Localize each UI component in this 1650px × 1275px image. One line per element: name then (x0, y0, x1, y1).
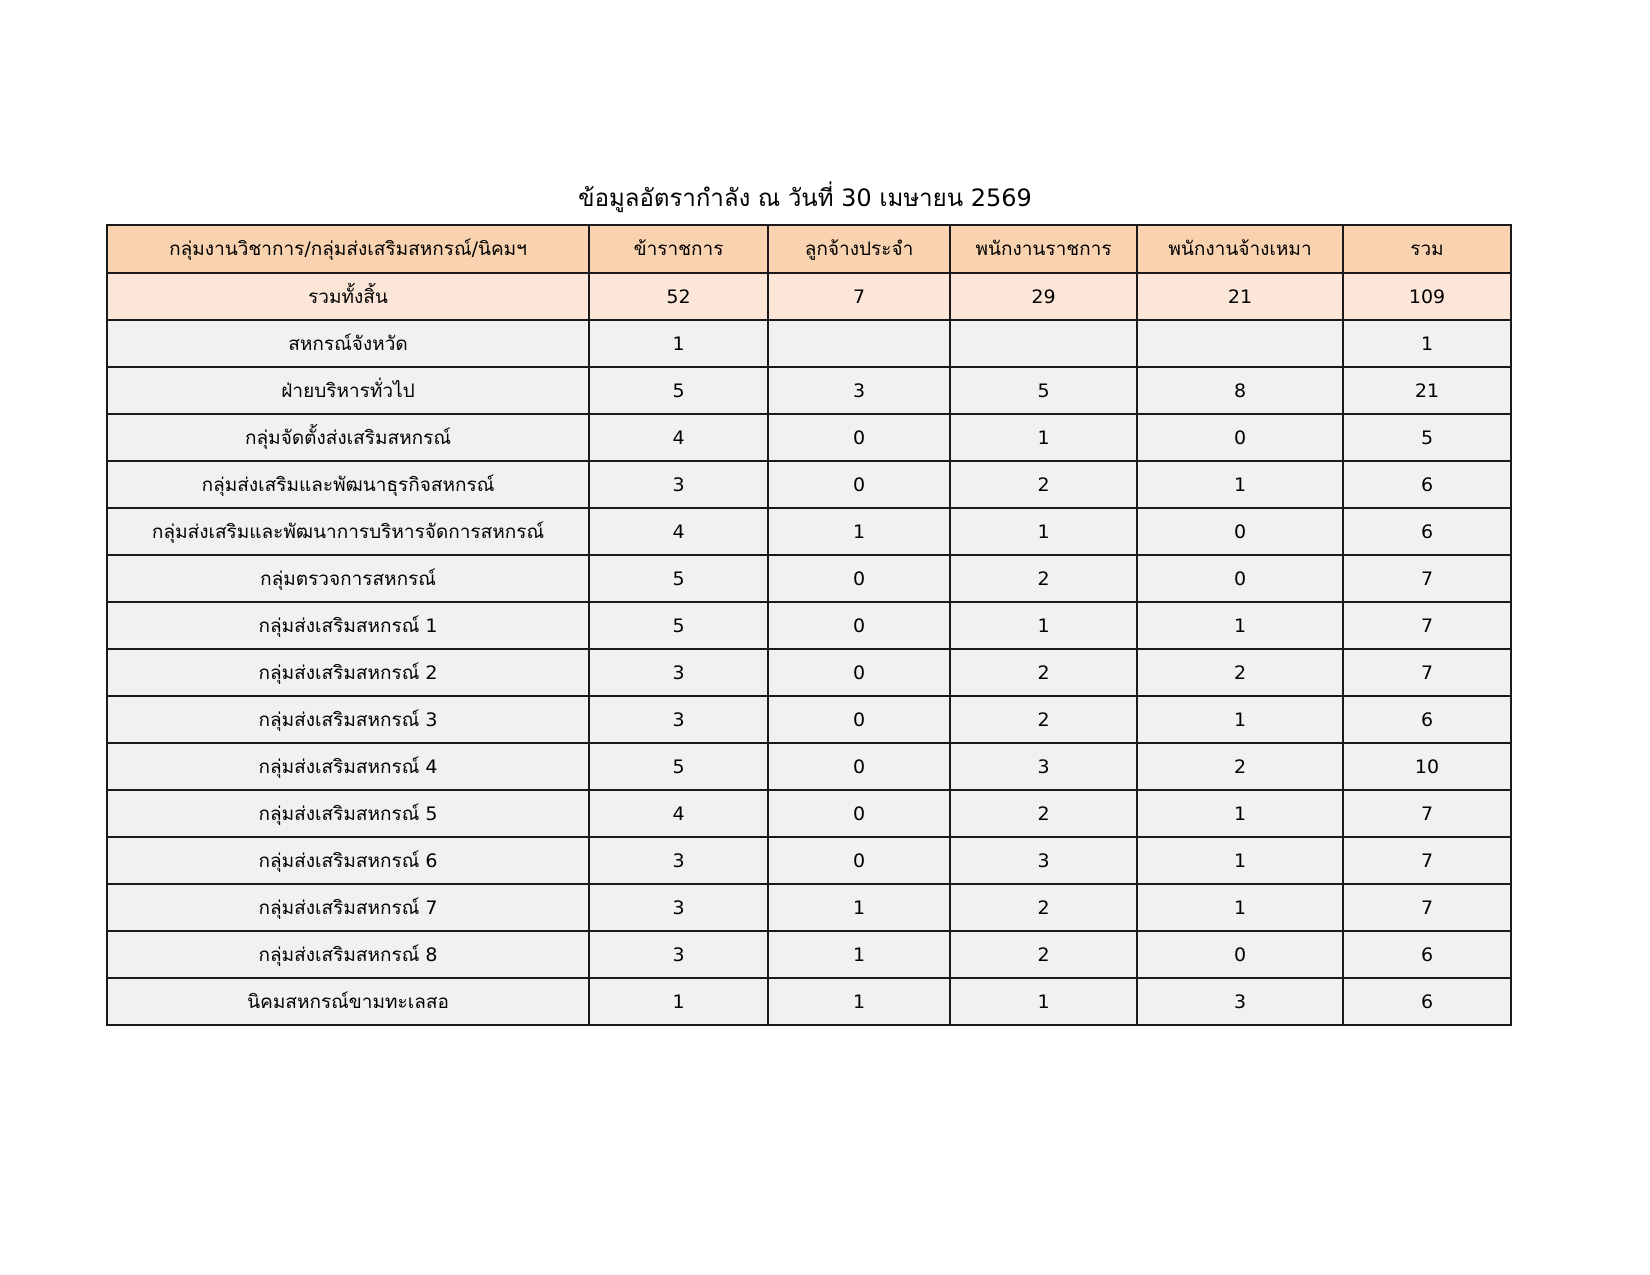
table-row (107, 555, 1511, 602)
staff-table (106, 224, 1512, 1026)
table-cell: 109 (1343, 273, 1511, 320)
table-cell: 4 (589, 414, 768, 461)
table-row (107, 790, 1511, 837)
table-cell: กลุ่มส่งเสริมสหกรณ์ 8 (107, 931, 589, 978)
table-cell: 21 (1137, 273, 1343, 320)
table-cell: 0 (768, 555, 950, 602)
table-cell: กลุ่มส่งเสริมสหกรณ์ 4 (107, 743, 589, 790)
table-cell: สหกรณ์จังหวัด (107, 320, 589, 367)
table-cell: กลุ่มส่งเสริมสหกรณ์ 1 (107, 602, 589, 649)
table-cell: 1 (950, 414, 1137, 461)
table-cell: 5 (950, 367, 1137, 414)
table-cell: 3 (589, 461, 768, 508)
table-row (107, 602, 1511, 649)
table-cell: 3 (589, 931, 768, 978)
table-cell: 1 (1137, 602, 1343, 649)
table-row (107, 414, 1511, 461)
table-cell: 0 (1137, 508, 1343, 555)
table-cell: 7 (1343, 884, 1511, 931)
table-cell: 3 (768, 367, 950, 414)
table-cell: 0 (768, 461, 950, 508)
table-cell: 2 (950, 931, 1137, 978)
table-cell: 2 (950, 649, 1137, 696)
table-cell: 2 (950, 884, 1137, 931)
table-cell: 1 (1137, 790, 1343, 837)
table-row (107, 320, 1511, 367)
table-cell: 0 (768, 790, 950, 837)
table-cell: 0 (768, 696, 950, 743)
table-cell: 5 (589, 743, 768, 790)
table-cell: 2 (1137, 649, 1343, 696)
table-row (107, 743, 1511, 790)
table-cell: รวมทั้งสิ้น (107, 273, 589, 320)
header-permanent-employees: ลูกจ้างประจำ (768, 225, 950, 273)
table-cell: 1 (768, 884, 950, 931)
table-header-row (107, 225, 1511, 273)
table-row (107, 837, 1511, 884)
table-cell: 1 (950, 602, 1137, 649)
table-cell: 1 (1137, 837, 1343, 884)
table-cell: กลุ่มจัดตั้งส่งเสริมสหกรณ์ (107, 414, 589, 461)
table-cell: 1 (589, 978, 768, 1025)
table-cell: 7 (768, 273, 950, 320)
table-cell: 0 (768, 414, 950, 461)
table-row (107, 367, 1511, 414)
table-cell: 2 (950, 461, 1137, 508)
table-cell: กลุ่มส่งเสริมสหกรณ์ 2 (107, 649, 589, 696)
table-cell: 3 (589, 884, 768, 931)
table-cell: 5 (589, 602, 768, 649)
table-cell: 2 (950, 790, 1137, 837)
table-cell: 1 (950, 978, 1137, 1025)
table-cell: 2 (950, 555, 1137, 602)
table-cell: 0 (768, 837, 950, 884)
table-cell: กลุ่มส่งเสริมสหกรณ์ 7 (107, 884, 589, 931)
table-cell: 5 (589, 367, 768, 414)
table-cell: 7 (1343, 837, 1511, 884)
header-total: รวม (1343, 225, 1511, 273)
table-cell: 0 (1137, 555, 1343, 602)
table-cell: 0 (768, 602, 950, 649)
table-cell: 5 (589, 555, 768, 602)
table-cell: กลุ่มส่งเสริมสหกรณ์ 5 (107, 790, 589, 837)
table-cell: 1 (1343, 320, 1511, 367)
table-cell: 0 (768, 743, 950, 790)
table-cell: 8 (1137, 367, 1343, 414)
table-row (107, 508, 1511, 555)
table-cell: 6 (1343, 978, 1511, 1025)
table-cell: 3 (589, 696, 768, 743)
table-cell: กลุ่มส่งเสริมสหกรณ์ 6 (107, 837, 589, 884)
table-row (107, 884, 1511, 931)
table-cell: 6 (1343, 461, 1511, 508)
table-cell: 1 (768, 508, 950, 555)
table-row (107, 649, 1511, 696)
table-cell: 0 (1137, 931, 1343, 978)
table-cell: 4 (589, 790, 768, 837)
table-cell: 1 (1137, 696, 1343, 743)
table-cell: 0 (1137, 414, 1343, 461)
grand-total-row (107, 273, 1511, 320)
table-row (107, 931, 1511, 978)
table-cell: 6 (1343, 508, 1511, 555)
table-cell: 2 (950, 696, 1137, 743)
table-cell: 1 (768, 978, 950, 1025)
table-cell: ฝ่ายบริหารทั่วไป (107, 367, 589, 414)
table-cell: 3 (950, 743, 1137, 790)
table-cell: 1 (1137, 884, 1343, 931)
table-cell: กลุ่มส่งเสริมและพัฒนาการบริหารจัดการสหกรณ์ (107, 508, 589, 555)
table-cell: 2 (1137, 743, 1343, 790)
table-cell: กลุ่มตรวจการสหกรณ์ (107, 555, 589, 602)
table-cell: กลุ่มส่งเสริมสหกรณ์ 3 (107, 696, 589, 743)
table-cell: 7 (1343, 555, 1511, 602)
table-row (107, 696, 1511, 743)
table-row (107, 978, 1511, 1025)
table-cell (950, 320, 1137, 367)
table-cell: นิคมสหกรณ์ขามทะเลสอ (107, 978, 589, 1025)
table-cell (1137, 320, 1343, 367)
table-cell (768, 320, 950, 367)
table-cell: 7 (1343, 602, 1511, 649)
table-cell: 1 (1137, 461, 1343, 508)
table-cell: 5 (1343, 414, 1511, 461)
header-department: กลุ่มงานวิชาการ/กลุ่มส่งเสริมสหกรณ์/นิคมฯ (107, 225, 589, 273)
table-cell: 3 (950, 837, 1137, 884)
header-government-employees: พนักงานราชการ (950, 225, 1137, 273)
table-cell: 3 (1137, 978, 1343, 1025)
table-cell: 1 (768, 931, 950, 978)
table-cell: 3 (589, 837, 768, 884)
table-row (107, 461, 1511, 508)
table-cell: 52 (589, 273, 768, 320)
table-cell: 10 (1343, 743, 1511, 790)
header-civil-servants: ข้าราชการ (589, 225, 768, 273)
table-cell: 21 (1343, 367, 1511, 414)
table-cell: 4 (589, 508, 768, 555)
table-cell: 1 (589, 320, 768, 367)
table-cell: 0 (768, 649, 950, 696)
header-contract-employees: พนักงานจ้างเหมา (1137, 225, 1343, 273)
table-cell: กลุ่มส่งเสริมและพัฒนาธุรกิจสหกรณ์ (107, 461, 589, 508)
table-cell: 7 (1343, 649, 1511, 696)
table-cell: 7 (1343, 790, 1511, 837)
table-cell: 3 (589, 649, 768, 696)
document-title: ข้อมูลอัตรากำลัง ณ วันที่ 30 เมษายน 2569 (578, 184, 1032, 212)
table-cell: 6 (1343, 931, 1511, 978)
table-cell: 6 (1343, 696, 1511, 743)
table-cell: 1 (950, 508, 1137, 555)
table-cell: 29 (950, 273, 1137, 320)
